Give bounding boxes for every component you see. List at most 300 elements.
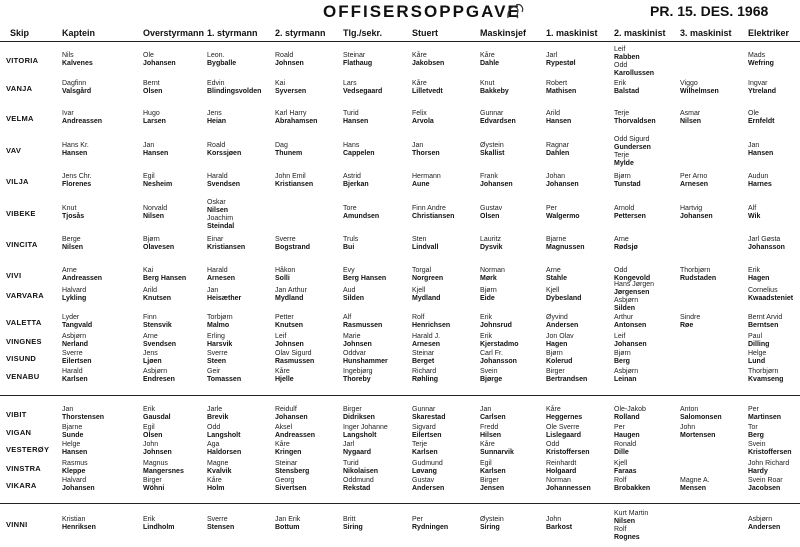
officer-cell	[275, 142, 302, 158]
first-name: Bernt Arvid	[748, 314, 783, 321]
last-name: Ytreland	[748, 88, 777, 95]
first-name: Nils	[62, 52, 74, 59]
first-name: Frank	[480, 173, 498, 180]
last-name: Gausdal	[143, 414, 171, 421]
last-name: Johnsen	[343, 341, 372, 348]
last-name: Ernfeldt	[748, 118, 775, 125]
first-name: Paul	[748, 333, 763, 340]
first-name: Lars	[343, 80, 357, 87]
ship-name: VIGAN	[6, 428, 32, 437]
last-name: Rudstaden	[680, 275, 717, 282]
first-name: Magne A.	[680, 477, 710, 484]
last-name: Kristiansen	[275, 181, 314, 188]
first-name: Britt	[343, 516, 356, 523]
officer-cell	[143, 350, 162, 366]
last-name: Harsvik	[207, 341, 233, 348]
last-name: Brevik	[207, 414, 229, 421]
first-name: Aga	[207, 441, 220, 448]
first-name: Magne	[207, 460, 229, 467]
first-name: Bjørn	[546, 350, 563, 357]
last-name: Dysvik	[480, 244, 503, 251]
first-name: Svein	[748, 441, 766, 448]
last-name: Rødsjø	[614, 244, 638, 251]
last-name: Hansen	[343, 118, 369, 125]
last-name: Kvalvik	[207, 468, 232, 475]
last-name: Rekstad	[343, 485, 371, 492]
first-name: Kåre	[480, 441, 495, 448]
officer-cell	[343, 314, 382, 330]
first-name: Jarl	[546, 52, 558, 59]
first-name: Karl Harry	[275, 110, 307, 117]
last-name: Arnesen	[207, 275, 236, 282]
officer-cell	[62, 424, 83, 440]
officer-cell	[62, 236, 83, 252]
first-name: Truls	[343, 236, 359, 243]
last-name: Henrichsen	[412, 322, 451, 329]
first-name: Birger	[546, 368, 565, 375]
officer-cell	[62, 516, 96, 532]
last-name: Hagen	[546, 341, 568, 348]
last-name: Lindholm	[143, 524, 175, 531]
first-name: Jan	[143, 142, 155, 149]
first-name: Kåre	[412, 80, 427, 87]
first-name: Per Arno	[680, 173, 708, 180]
first-name: Håkon	[275, 267, 296, 274]
last-name: Olsen	[143, 432, 163, 439]
last-name: Steindal	[207, 223, 235, 230]
last-name: Svendsen	[207, 181, 241, 188]
last-name: Eilertsen	[412, 432, 442, 439]
officer-cell	[207, 199, 234, 231]
first-name: Olav Sigurd	[275, 350, 312, 357]
first-name: Bjarne	[62, 424, 83, 431]
officer-cell	[343, 287, 364, 303]
officer-cell	[62, 267, 102, 283]
last-name: Heisæther	[207, 295, 242, 302]
officer-cell	[143, 287, 171, 303]
last-name: Tangvald	[62, 322, 93, 329]
last-name: Holgaard	[546, 468, 577, 475]
ship-name: VENABU	[6, 372, 40, 381]
officer-cell	[275, 477, 307, 493]
officer-cell	[275, 441, 301, 457]
officer-cell	[480, 460, 506, 476]
officer-cell	[480, 516, 504, 532]
first-name: Per	[546, 205, 557, 212]
officer-cell	[748, 236, 785, 252]
officer-cell	[412, 236, 438, 252]
officer-cell	[343, 460, 378, 476]
officer-cell	[546, 287, 581, 303]
officer-cell	[275, 460, 309, 476]
officer-cell	[546, 236, 585, 252]
last-name: Magnussen	[546, 244, 585, 251]
first-name: Petter	[275, 314, 294, 321]
officer-cell	[546, 350, 572, 366]
first-name: Thorbjørn	[748, 368, 779, 375]
officer-cell	[412, 267, 443, 283]
last-name: Nilsen	[62, 244, 84, 251]
officer-cell	[143, 516, 175, 532]
first-name: Evy	[343, 267, 355, 274]
last-name: Andreassen	[62, 275, 103, 282]
last-name: Balstad	[614, 88, 640, 95]
officer-cell	[62, 333, 88, 349]
last-name: Hunshammer	[343, 358, 388, 365]
last-name: Thorstensen	[62, 414, 105, 421]
last-name: Arvola	[412, 118, 434, 125]
first-name: Erik	[143, 406, 156, 413]
first-name: Leif	[614, 46, 626, 53]
first-name: Sten	[412, 236, 427, 243]
last-name: Walgermo	[546, 213, 580, 220]
officer-cell	[343, 441, 371, 457]
last-name: Johnsen	[275, 341, 304, 348]
first-name: Felix	[412, 110, 427, 117]
first-name: Georg	[275, 477, 295, 484]
last-name: Bjørge	[480, 376, 503, 383]
officer-cell	[614, 80, 639, 96]
first-name: Kåre	[275, 441, 290, 448]
ship-name: VESTERØY	[6, 445, 50, 454]
officer-cell	[62, 314, 92, 330]
last-name: Malmo	[207, 322, 230, 329]
last-name: Lykling	[62, 295, 87, 302]
first-name: Torgal	[412, 267, 432, 274]
first-name: Kjell	[412, 287, 426, 294]
first-name: Kai	[143, 267, 154, 274]
officer-cell	[480, 368, 502, 384]
last-name: Lislegaard	[546, 432, 582, 439]
first-name: Ronald	[614, 441, 637, 448]
first-name: Thorbjørn	[680, 267, 711, 274]
officer-cell	[546, 516, 572, 532]
officer-cell	[614, 173, 641, 189]
officer-cell	[412, 333, 440, 349]
last-name: Johnsen	[275, 60, 304, 67]
last-name: Johansen	[62, 485, 95, 492]
officer-cell	[412, 350, 434, 366]
first-name: Sverre	[207, 350, 228, 357]
first-name: Erik	[143, 516, 156, 523]
last-name: Blindingsvolden	[207, 88, 262, 95]
first-name: Knut	[480, 80, 495, 87]
last-name: Stahle	[546, 275, 568, 282]
first-name: Erling	[207, 333, 225, 340]
officer-cell	[412, 314, 450, 330]
last-name: Rydningen	[412, 524, 449, 531]
last-name: Berg	[748, 432, 764, 439]
first-name: Jan	[480, 406, 492, 413]
first-name: Leon.	[207, 52, 225, 59]
first-name: Terje	[614, 152, 630, 159]
officer-cell	[480, 350, 517, 366]
first-name: Hugo	[143, 110, 160, 117]
officer-cell	[275, 333, 304, 349]
last-name: Barkost	[546, 524, 573, 531]
first-name: Bjørn	[614, 350, 631, 357]
officer-cell	[680, 80, 719, 96]
last-name: Hansen	[62, 150, 88, 157]
officer-cell	[680, 314, 700, 330]
officer-cell	[614, 136, 651, 168]
first-name: Ole Sverre	[546, 424, 580, 431]
first-name: Svein Roar	[748, 477, 783, 484]
officer-cell	[480, 406, 506, 422]
last-name: Johansen	[275, 414, 308, 421]
last-name: Arnesen	[680, 181, 709, 188]
first-name: Erik	[614, 80, 627, 87]
last-name: Berg Hansen	[343, 275, 387, 282]
first-name: Anton	[680, 406, 699, 413]
officer-cell	[275, 350, 314, 366]
last-name: Kristoffersen	[546, 449, 590, 456]
column-header: Tlg./sekr.	[343, 28, 383, 38]
officer-cell	[546, 477, 591, 493]
officer-cell	[412, 406, 445, 422]
officer-cell	[207, 477, 225, 493]
officer-cell	[275, 287, 307, 303]
last-name: Larsen	[143, 118, 166, 125]
first-name: Kjell	[614, 460, 628, 467]
officer-cell	[143, 314, 172, 330]
last-name: Nilsen	[207, 207, 229, 214]
first-name: Birger	[480, 477, 499, 484]
first-name: Berge	[62, 236, 81, 243]
officer-cell	[546, 368, 587, 384]
last-name: Tomassen	[207, 376, 242, 383]
first-name: Øyvind	[546, 314, 568, 321]
first-name: Kurt Martin	[614, 510, 649, 517]
officer-cell	[207, 267, 235, 283]
first-name: Steinar	[343, 52, 366, 59]
last-name: Jørgensen	[614, 289, 650, 296]
last-name: Hilsen	[480, 432, 502, 439]
officer-cell	[412, 173, 441, 189]
last-name: Johannessen	[546, 485, 591, 492]
officer-cell	[207, 52, 236, 68]
last-name: Carlsen	[480, 414, 506, 421]
last-name: Røhling	[412, 376, 439, 383]
last-name: Mortensen	[680, 432, 716, 439]
officer-cell	[207, 142, 241, 158]
last-name: Berget	[412, 358, 435, 365]
officer-cell	[275, 173, 313, 189]
first-name: Joachim	[207, 215, 234, 222]
last-name: Korssjøen	[207, 150, 242, 157]
first-name: Roald	[275, 52, 294, 59]
first-name: Ivar	[62, 110, 74, 117]
first-name: Halvard	[62, 287, 87, 294]
last-name: Hansen	[546, 118, 572, 125]
last-name: Johansen	[614, 341, 647, 348]
officer-cell	[343, 477, 374, 493]
first-name: Johan	[546, 173, 566, 180]
officer-cell	[343, 142, 375, 158]
officer-cell	[412, 477, 444, 493]
first-name: Asbjørn	[614, 368, 639, 375]
officer-cell	[207, 80, 261, 96]
officer-cell	[748, 406, 781, 422]
officer-cell	[412, 80, 443, 96]
column-header: Overstyrmann	[143, 28, 205, 38]
officer-cell	[412, 142, 440, 158]
officer-cell	[143, 424, 162, 440]
officer-cell	[207, 110, 226, 126]
last-name: Harnes	[748, 181, 772, 188]
last-name: Bjerkan	[343, 181, 369, 188]
first-name: Jan	[62, 406, 74, 413]
last-name: Kolerud	[546, 358, 573, 365]
last-name: Silden	[343, 295, 365, 302]
last-name: Nilsen	[143, 213, 165, 220]
first-name: Jarl	[343, 441, 355, 448]
officer-cell	[412, 441, 438, 457]
ship-name: VITORIA	[6, 56, 39, 65]
last-name: Siring	[343, 524, 363, 531]
first-name: Edvin	[207, 80, 225, 87]
first-name: Svein	[480, 368, 498, 375]
column-header: 1. maskinist	[546, 28, 598, 38]
last-name: Steen	[207, 358, 227, 365]
first-name: Erik	[480, 314, 493, 321]
first-name: Lauritz	[480, 236, 502, 243]
first-name: Audun	[748, 173, 769, 180]
officer-cell	[614, 424, 640, 440]
first-name: Oddvar	[343, 350, 366, 357]
ship-name: VELMA	[6, 114, 34, 123]
first-name: Gustav	[480, 205, 503, 212]
officer-cell	[480, 287, 497, 303]
last-name: Andersen	[748, 524, 781, 531]
ship-name: VANJA	[6, 84, 33, 93]
officer-cell	[343, 52, 372, 68]
last-name: Salomonsen	[680, 414, 722, 421]
last-name: Flathaug	[343, 60, 373, 67]
first-name: Roald	[207, 142, 226, 149]
ship-name: VIVI	[6, 271, 22, 280]
column-header: Skip	[10, 28, 30, 38]
ship-name: VARVARA	[6, 291, 44, 300]
officer-cell	[62, 80, 91, 96]
last-name: Karlsen	[412, 449, 438, 456]
officer-cell	[62, 368, 88, 384]
last-name: Kvamseng	[748, 376, 784, 383]
officer-cell	[480, 477, 504, 493]
first-name: Inger Johanne	[343, 424, 388, 431]
first-name: Reinhardt	[546, 460, 577, 467]
last-name: Rasmussen	[275, 358, 315, 365]
first-name: Robert	[546, 80, 568, 87]
column-header: 2. styrmann	[275, 28, 326, 38]
officer-cell	[748, 441, 792, 457]
last-name: Thunem	[275, 150, 303, 157]
officer-cell	[343, 333, 372, 349]
officer-cell	[748, 110, 774, 126]
last-name: Christiansen	[412, 213, 455, 220]
last-name: Lund	[748, 358, 766, 365]
first-name: Arild	[546, 110, 561, 117]
first-name: Kåre	[480, 52, 495, 59]
last-name: Knutsen	[275, 322, 303, 329]
officer-cell	[614, 333, 647, 349]
officer-cell	[207, 350, 228, 366]
first-name: Arne	[143, 333, 158, 340]
officer-cell	[614, 110, 656, 126]
last-name: Wöhni	[143, 485, 165, 492]
officer-cell	[275, 314, 303, 330]
last-name: Ljøen	[143, 358, 162, 365]
first-name: Ingebjørg	[343, 368, 373, 375]
officer-cell	[275, 80, 306, 96]
first-name: Marie	[343, 333, 361, 340]
officer-cell	[207, 287, 241, 303]
first-name: Kai	[275, 80, 286, 87]
first-name: John Emil	[275, 173, 306, 180]
first-name: Egil	[143, 173, 155, 180]
last-name: Arnesen	[412, 341, 441, 348]
officer-cell	[546, 441, 590, 457]
officer-cell	[480, 110, 516, 126]
last-name: Hjelle	[275, 376, 294, 383]
page-title: OFFISERSOPPGAVE	[323, 2, 521, 21]
officer-cell	[143, 80, 162, 96]
officer-cell	[412, 52, 444, 68]
last-name: Skallist	[480, 150, 505, 157]
officer-cell	[748, 516, 780, 532]
last-name: Hardy	[748, 468, 768, 475]
first-name: Sverre	[275, 236, 296, 243]
officer-cell	[62, 173, 92, 189]
last-name: Aune	[412, 181, 430, 188]
last-name: Johnsrud	[480, 322, 512, 329]
first-name: Halvard	[62, 477, 87, 484]
last-name: Johansen	[480, 181, 513, 188]
officer-cell	[546, 406, 582, 422]
first-name: Jens Chr.	[62, 173, 92, 180]
first-name: Kåre	[207, 477, 222, 484]
officer-cell	[62, 441, 87, 457]
last-name: Eide	[480, 295, 495, 302]
officer-cell	[480, 267, 505, 283]
officer-cell	[143, 460, 184, 476]
officer-cell	[546, 80, 576, 96]
column-header: 2. maskinist	[614, 28, 666, 38]
officer-cell	[343, 368, 373, 384]
officer-cell	[143, 406, 171, 422]
officer-cell	[680, 110, 701, 126]
officer-cell	[412, 516, 448, 532]
first-name: Bjørn	[143, 236, 160, 243]
first-name: Øystein	[480, 516, 504, 523]
first-name: Alf	[748, 205, 757, 212]
last-name: Karlsen	[480, 468, 506, 475]
officer-cell	[412, 460, 443, 476]
first-name: Helge	[748, 350, 767, 357]
last-name: Langsholt	[343, 432, 377, 439]
last-name: Abrahamsen	[275, 118, 318, 125]
officer-cell	[343, 267, 386, 283]
first-name: John	[680, 424, 696, 431]
first-name: Knut	[62, 205, 77, 212]
last-name: Svendsen	[143, 341, 177, 348]
last-name: Olsen	[480, 213, 500, 220]
officer-cell	[748, 350, 766, 366]
officer-cell	[546, 52, 576, 68]
last-name: Kleppe	[62, 468, 86, 475]
first-name: Harald	[207, 267, 228, 274]
last-name: Mydland	[275, 295, 304, 302]
